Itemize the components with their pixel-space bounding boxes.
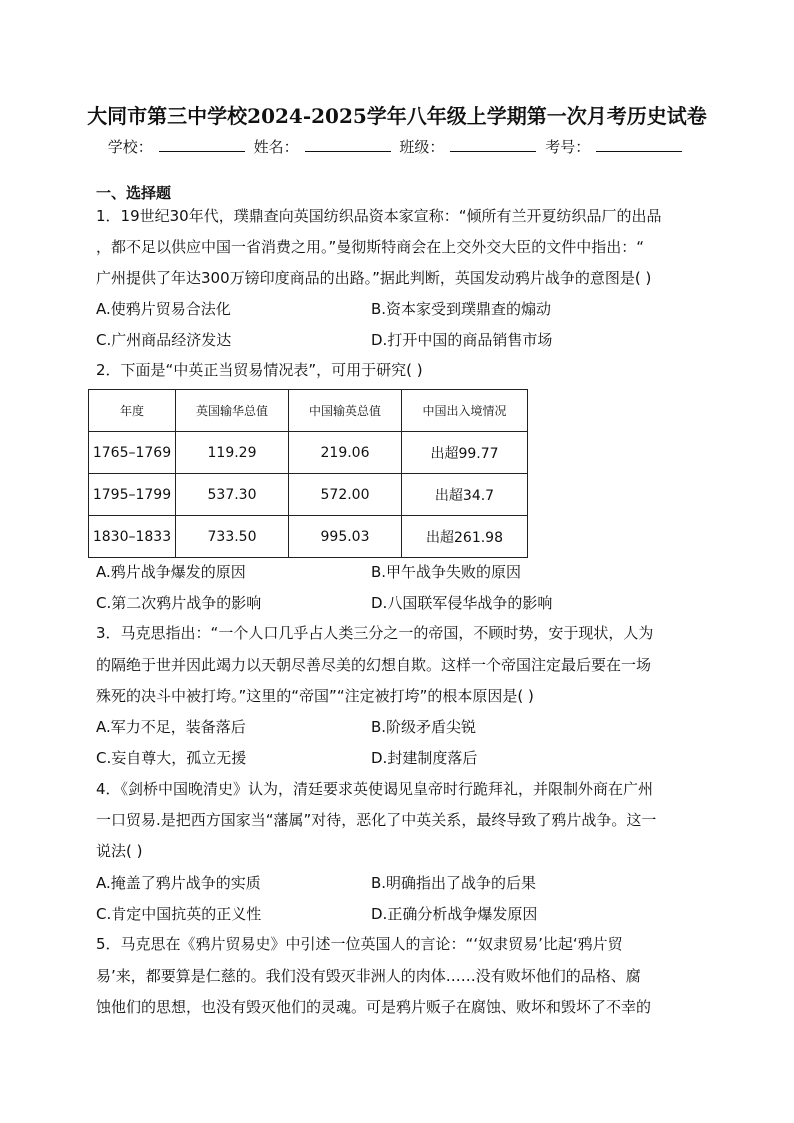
q2-options-row [96, 561, 700, 581]
q3-line: 殊死的决斗中被打垮。”这里的“帝国”“注定被打垮”的根本原因是( ) [96, 687, 534, 705]
header-cell: 年度 [89, 390, 176, 432]
school-label: 学校： [107, 138, 153, 156]
table-cell: 219.06 [289, 432, 402, 474]
table-cell: 出超99.77 [402, 432, 528, 474]
q4-option-a[interactable]: A.掩盖了鸦片战争的实质 [96, 874, 261, 892]
class-blank[interactable] [450, 139, 536, 152]
trade-table-header [89, 390, 528, 432]
table-cell: 1830–1833 [89, 516, 176, 558]
table-cell: 572.00 [289, 474, 402, 516]
table-row [89, 474, 528, 516]
q1-line: 1．19世纪30年代，璞鼎查向英国纺织品资本家宣称：“倾所有兰开夏纺织品厂的出品 [96, 207, 662, 225]
table-cell: 733.50 [176, 516, 289, 558]
table-cell: 出超34.7 [402, 474, 528, 516]
q2-option-b[interactable]: B.甲午战争失败的原因 [371, 563, 522, 581]
table-cell: 1765–1769 [89, 432, 176, 474]
q3-option-d[interactable]: D.封建制度落后 [371, 749, 478, 767]
q3-option-a[interactable]: A.军力不足，装备落后 [96, 718, 246, 736]
q2-option-d[interactable]: D.八国联军侵华战争的影响 [371, 594, 553, 612]
q1-option-c[interactable]: C.广州商品经济发达 [96, 331, 232, 349]
exam-number-blank[interactable] [596, 139, 682, 152]
q3-option-b[interactable]: B.阶级矛盾尖锐 [371, 718, 477, 736]
q3-option-c[interactable]: C.妄自尊大，孤立无援 [96, 749, 247, 767]
q4-option-d[interactable]: D.正确分析战争爆发原因 [371, 905, 538, 923]
q1-option-d[interactable]: D.打开中国的商品销售市场 [371, 331, 553, 349]
q2-options-row [96, 592, 700, 612]
q5-line: 5．马克思在《鸦片贸易史》中引述一位英国人的言论：“‘奴隶贸易’比起‘鸦片贸 [96, 935, 623, 953]
header-cell: 英国输华总值 [176, 390, 289, 432]
table-cell: 出超261.98 [402, 516, 528, 558]
q2-line: 2．下面是“中英正当贸易情况表”，可用于研究( ) [96, 361, 423, 379]
table-row [89, 432, 528, 474]
exam-title: 大同市第三中学校2024-2025学年八年级上学期第一次月考历史试卷 [87, 104, 707, 128]
q4-options-row [96, 903, 700, 923]
class-label: 班级： [399, 138, 445, 156]
q4-line: 说法( ) [96, 842, 143, 860]
header-cell: 中国出入境情况 [402, 390, 528, 432]
q2-option-a[interactable]: A.鸦片战争爆发的原因 [96, 563, 246, 581]
q3-line: 的隔绝于世并因此竭力以天朝尽善尽美的幻想自欺。这样一个帝国注定最后要在一场 [96, 656, 652, 674]
q4-line: 一口贸易.是把西方国家当“藩属”对待，恶化了中英关系，最终导致了鸦片战争。这一 [96, 811, 657, 829]
table-cell: 537.30 [176, 474, 289, 516]
q1-option-b[interactable]: B.资本家受到璞鼎查的煽动 [371, 300, 552, 318]
q5-line: 蚀他们的思想，也没有毁灭他们的灵魂。可是鸦片贩子在腐蚀、败坏和毁坏了不幸的 [96, 998, 652, 1016]
table-cell: 1795–1799 [89, 474, 176, 516]
header-cell: 中国输英总值 [289, 390, 402, 432]
q5-line: 易’来，都要算是仁慈的。我们没有毁灭非洲人的肉体……没有败坏他们的品格、腐 [96, 967, 641, 985]
q2-option-c[interactable]: C.第二次鸦片战争的影响 [96, 594, 262, 612]
q1-line: ，都不足以供应中国一省消费之用。”曼彻斯特商会在上交外交大臣的文件中指出：“ [96, 238, 645, 256]
name-label: 姓名： [253, 138, 299, 156]
q1-options-row [96, 329, 700, 349]
school-blank[interactable] [159, 139, 245, 152]
q4-line: 4．《剑桥中国晚清史》认为，清廷要求英使谒见皇帝时行跪拜礼，并限制外商在广州 [96, 780, 654, 798]
trade-table [88, 389, 528, 558]
q3-options-row [96, 716, 700, 736]
q4-options-row [96, 872, 700, 892]
q3-line: 3．马克思指出：“一个人口几乎占人类三分之一的帝国，不顾时势，安于现状，人为 [96, 624, 654, 642]
q3-options-row [96, 747, 700, 767]
q1-line: 广州提供了年达300万镑印度商品的出路。”据此判断，英国发动鸦片战争的意图是( ) [96, 269, 652, 287]
student-info-line [0, 136, 794, 157]
table-row [89, 516, 528, 558]
section-title: 一、选择题 [96, 184, 172, 202]
q1-options-row [96, 298, 700, 318]
name-blank[interactable] [305, 139, 391, 152]
table-cell: 119.29 [176, 432, 289, 474]
table-cell: 995.03 [289, 516, 402, 558]
q1-option-a[interactable]: A.使鸦片贸易合法化 [96, 300, 231, 318]
q4-option-c[interactable]: C.肯定中国抗英的正义性 [96, 905, 262, 923]
q4-option-b[interactable]: B.明确指出了战争的后果 [371, 874, 537, 892]
exam-number-label: 考号： [545, 138, 591, 156]
